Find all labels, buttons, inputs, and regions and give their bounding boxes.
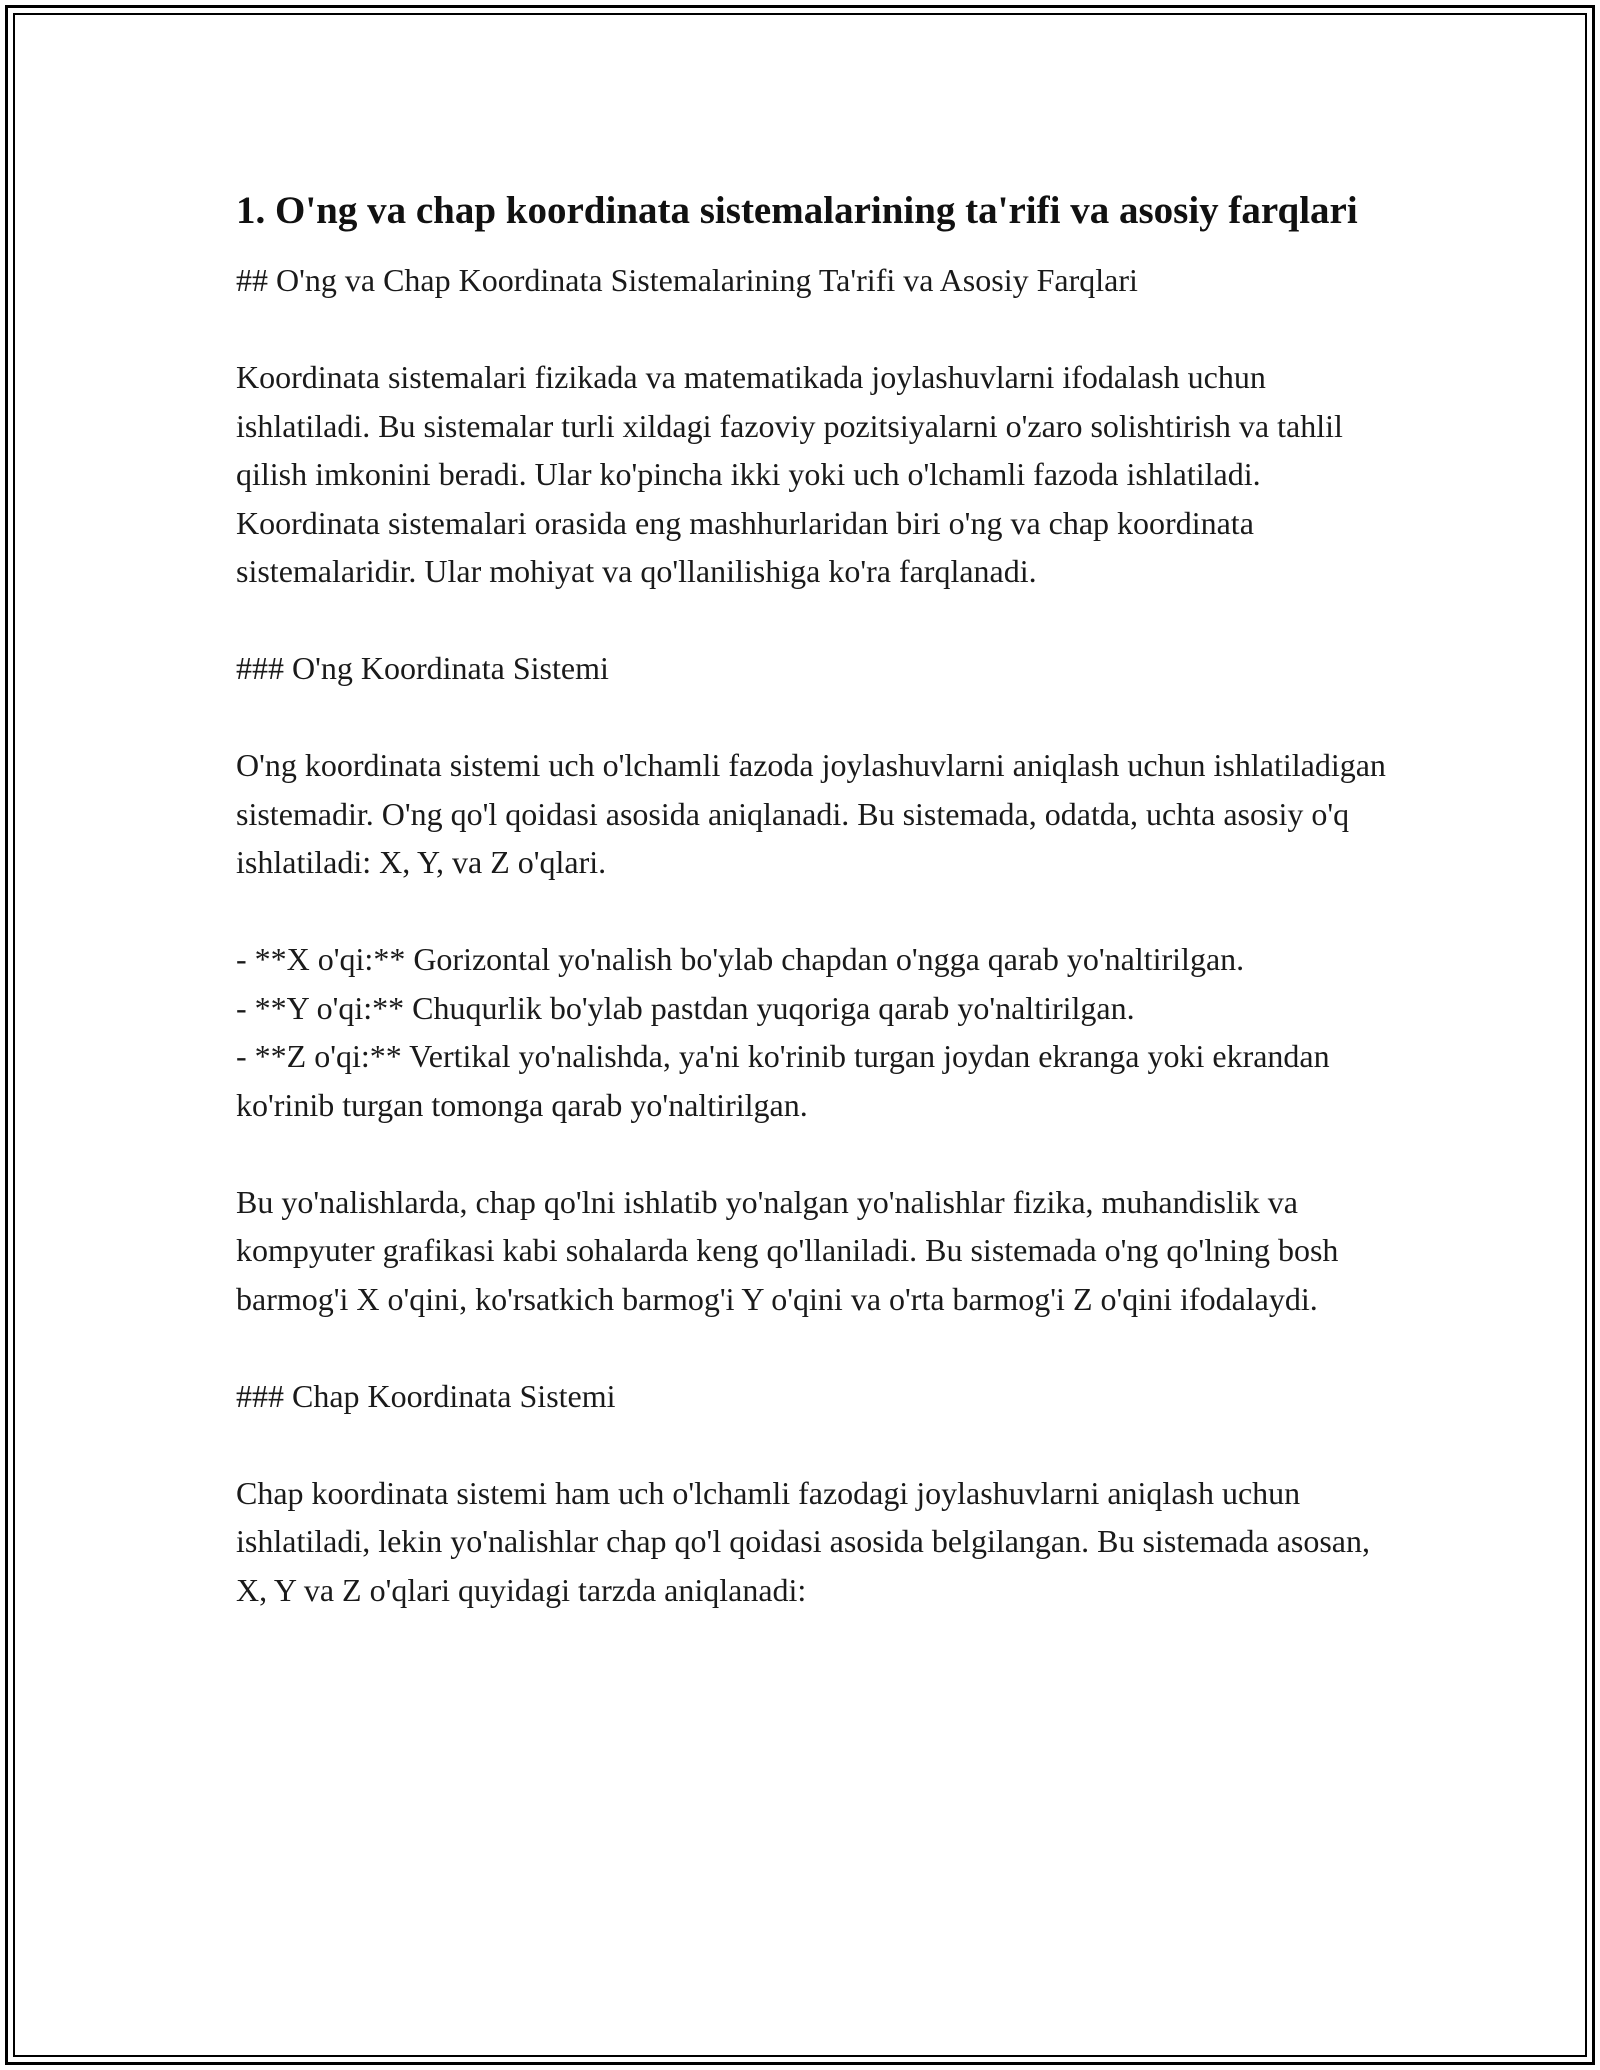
section-heading-right-system: ### O'ng Koordinata Sistemi (236, 650, 609, 686)
paragraph-gap (236, 1323, 1386, 1372)
paragraph-gap (236, 596, 1386, 645)
right-system-paragraph: O'ng koordinata sistemi uch o'lchamli fazoda joylashuvlarni aniqlash uchun ishlatiladigan sistemadir. O'ng qo'l qoidasi asosida aniqlanadi. Bu sistemada, odatda, uchta asosiy o'q ishlatiladi: X, Y, va Z o'qlari. (236, 747, 1394, 880)
usage-paragraph: Bu yo'nalishlarda, chap qo'lni ishlatib yo'nalgan yo'nalishlar fizika, muhandislik va kompyuter grafikasi kabi sohalarda keng qo'llaniladi. Bu sistemada o'ng qo'lning bosh barmog'i X o'qini, ko'rsatkich barmog'i Y o'qini va o'rta barmog'i Z o'qini ifodalaydi. (236, 1183, 1347, 1317)
document-title: 1. O'ng va chap koordinata sistemalarining ta'rifi va asosiy farqlari (236, 189, 1358, 232)
section-heading-left-system: ### Chap Koordinata Sistemi (236, 1377, 616, 1414)
paragraph-gap (236, 305, 1386, 354)
bullet-y-axis: - **Y o'qi:** Chuqurlik bo'ylab pastdan yuqoriga qarab yo'naltirilgan. (236, 989, 1135, 1026)
left-system-paragraph: Chap koordinata sistemi ham uch o'lchamli fazodagi joylashuvlarni aniqlash uchun ishlatiladi, lekin yo'nalishlar chap qo'l qoidasi asosida belgilangan. Bu sistemada asosan, X, Y va Z o'qlari quyidagi tarzda aniqlanadi: (236, 1474, 1378, 1608)
bullet-x-axis: - **X o'qi:** Gorizontal yo'nalish bo'ylab chapdan o'ngga qarab yo'naltirilgan. (236, 941, 1245, 977)
bullet-z-axis: - **Z o'qi:** Vertikal yo'nalishda, ya'ni ko'rinib turgan joydan ekranga yoki ekrandan ko'rinib turgan tomonga qarab yo'naltirilgan. (236, 1038, 1338, 1123)
section-heading-main: ## O'ng va Chap Koordinata Sistemalarining Ta'rifi va Asosiy Farqlari (236, 262, 1138, 298)
paragraph-gap (236, 887, 1386, 936)
intro-paragraph: Koordinata sistemalari fizikada va matematikada joylashuvlarni ifodalash uchun ishlatiladi. Bu sistemalar turli xildagi fazoviy pozitsiyalarni o'zaro solishtirish va tahlil qilish imkonini beradi. Ular ko'pincha ikki yoki uch o'lchamli fazoda ishlatiladi. Koordinata sistemalari orasida eng mashhurlaridan biri o'ng va chap koordinata sistemalaridir. Ular mohiyat va qo'llanilishiga ko'ra farqlanadi. (236, 359, 1351, 589)
paragraph-gap (236, 1129, 1386, 1178)
document-body (236, 184, 1394, 1614)
paragraph-gap (236, 693, 1386, 742)
paragraph-gap (236, 1420, 1386, 1469)
